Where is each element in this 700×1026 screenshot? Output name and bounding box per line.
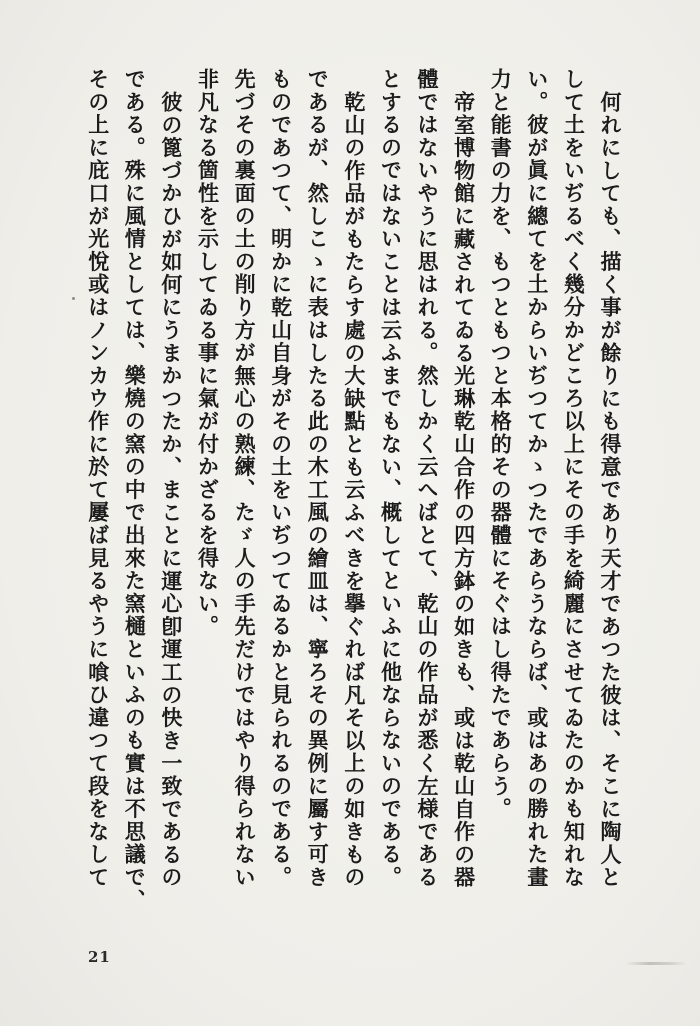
text-line: ものであつて、明かに乾山自身がその土をいぢつてゐるかと見られるのである。 <box>268 68 294 889</box>
text-line: して土をいぢるべく幾分かどころ以上にその手を綺麗にさせてゐたのかも知れな <box>561 68 587 889</box>
text-line: い。彼が眞に總てを土からいぢつてかゝつたであらうならば、或はあの勝れた畫 <box>524 68 550 889</box>
scan-smudge <box>625 962 687 965</box>
paragraph <box>189 68 372 948</box>
body-text <box>79 68 628 948</box>
text-line: 彼の篦づかひが如何にうまかつたか、まことに運心卽運工の快き一致であるの <box>158 90 184 889</box>
paragraph <box>482 68 628 948</box>
paragraph <box>372 68 482 948</box>
text-line: 何れにしても、描く事が餘りにも得意であり天才であつた彼は、そこに陶人と <box>598 90 623 889</box>
scan-speck <box>72 297 75 300</box>
text-line: である。殊に風情としては、樂燒の窯の中で出來た窯樋といふのも實は不思議で、 <box>122 68 148 912</box>
paragraph <box>79 68 189 948</box>
text-line: であるが、然しこゝに表はしたる此の木工風の繪皿は、寧ろその異例に屬す可き <box>305 68 331 889</box>
text-line: とするのではないことは云ふまでもない、概してといふに他ならないのである。 <box>378 68 404 889</box>
text-line: 先づその裏面の土の削り方が無心の熟練、たゞ人の手先だけではやり得られない <box>232 68 258 889</box>
text-line: 力と能書の力を、もつともつと本格的その器體にそぐはし得たであらう。 <box>488 68 514 821</box>
text-line: 體ではないやうに思はれる。然しかく云へばとて、乾山の作品が悉く左様である <box>415 68 441 889</box>
text-line: 非凡なる箇性を示してゐる事に氣が付かざるを得ない。 <box>195 68 221 638</box>
text-line: 帝室博物館に藏されてゐる光琳乾山合作の四方鉢の如きも、或は乾山自作の器 <box>451 90 477 889</box>
page-number: 21 <box>88 948 111 966</box>
text-line: 乾山の作品がもたらす處の大缺點とも云ふべきを擧ぐれば凡そ以上の如きもの <box>341 90 367 889</box>
text-line: その上に庇口が光悅或はノンカウ作に於て屢ば見るやうに喰ひ違つて段をなして <box>85 68 111 889</box>
